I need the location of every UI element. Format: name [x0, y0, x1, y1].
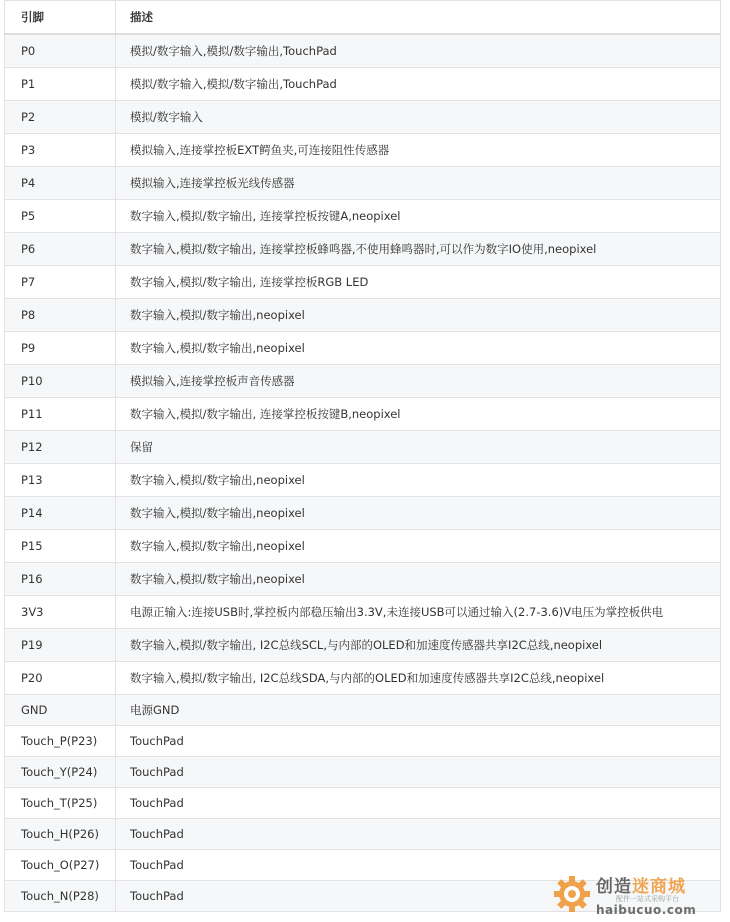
description-cell: 数字输入,模拟/数字输出,neopixel	[116, 331, 721, 364]
pin-cell: P14	[5, 496, 116, 529]
pin-cell: P13	[5, 463, 116, 496]
pin-cell: P12	[5, 430, 116, 463]
description-cell: 数字输入,模拟/数字输出, 连接掌控板蜂鸣器,不使用蜂鸣器时,可以作为数字IO使用,neopixel	[116, 232, 721, 265]
description-cell: 模拟/数字输入,模拟/数字输出,TouchPad	[116, 67, 721, 100]
table-row	[5, 265, 721, 298]
pin-cell: Touch_O(P27)	[5, 849, 116, 880]
pin-cell: Touch_T(P25)	[5, 787, 116, 818]
description-cell: TouchPad	[116, 787, 721, 818]
table-row	[5, 529, 721, 562]
table-row	[5, 595, 721, 628]
table-row	[5, 364, 721, 397]
description-cell: 数字输入,模拟/数字输出, 连接掌控板按键B,neopixel	[116, 397, 721, 430]
table-row	[5, 725, 721, 756]
table-row	[5, 463, 721, 496]
header-pin: 引脚	[5, 1, 116, 35]
table-row	[5, 67, 721, 100]
description-cell: TouchPad	[116, 756, 721, 787]
table-row	[5, 661, 721, 694]
gear-icon	[552, 874, 592, 914]
table-header-row	[5, 1, 721, 35]
table-row	[5, 397, 721, 430]
description-cell: 数字输入,模拟/数字输出, I2C总线SCL,与内部的OLED和加速度传感器共享I2C总线,neopixel	[116, 628, 721, 661]
pin-cell: Touch_P(P23)	[5, 725, 116, 756]
table-body	[5, 34, 721, 911]
table-row	[5, 787, 721, 818]
pin-cell: Touch_Y(P24)	[5, 756, 116, 787]
pin-cell: P3	[5, 133, 116, 166]
description-cell: 数字输入,模拟/数字输出, 连接掌控板按键A,neopixel	[116, 199, 721, 232]
description-cell: 数字输入,模拟/数字输出, I2C总线SDA,与内部的OLED和加速度传感器共享I2C总线,neopixel	[116, 661, 721, 694]
pin-cell: P15	[5, 529, 116, 562]
header-description: 描述	[116, 1, 721, 35]
pin-cell: P9	[5, 331, 116, 364]
watermark-title-part2: 迷商城	[632, 877, 686, 897]
table-row	[5, 199, 721, 232]
pin-cell: P10	[5, 364, 116, 397]
description-cell: 模拟输入,连接掌控板光线传感器	[116, 166, 721, 199]
table-row	[5, 694, 721, 725]
pin-cell: P20	[5, 661, 116, 694]
description-cell: 数字输入,模拟/数字输出,neopixel	[116, 496, 721, 529]
description-cell: 模拟/数字输入,模拟/数字输出,TouchPad	[116, 34, 721, 67]
pin-cell: P11	[5, 397, 116, 430]
description-cell: 模拟/数字输入	[116, 100, 721, 133]
pin-description-table	[4, 0, 721, 912]
pin-cell: P2	[5, 100, 116, 133]
pin-cell: P7	[5, 265, 116, 298]
table-row	[5, 496, 721, 529]
description-cell: 数字输入,模拟/数字输出,neopixel	[116, 463, 721, 496]
table-row	[5, 232, 721, 265]
table-row	[5, 818, 721, 849]
table-row	[5, 34, 721, 67]
pin-cell: P8	[5, 298, 116, 331]
pin-cell: P4	[5, 166, 116, 199]
description-cell: TouchPad	[116, 725, 721, 756]
watermark-subtitle: 配件一站式采购平台	[616, 895, 679, 903]
description-cell: TouchPad	[116, 818, 721, 849]
table-row	[5, 430, 721, 463]
pin-cell: P0	[5, 34, 116, 67]
description-cell: 电源GND	[116, 694, 721, 725]
table-header	[5, 1, 721, 35]
pin-cell: 3V3	[5, 595, 116, 628]
table-row	[5, 562, 721, 595]
description-cell: 保留	[116, 430, 721, 463]
watermark-logo	[552, 870, 722, 918]
pin-cell: P19	[5, 628, 116, 661]
pin-cell: Touch_H(P26)	[5, 818, 116, 849]
description-cell: 数字输入,模拟/数字输出, 连接掌控板RGB LED	[116, 265, 721, 298]
table-row	[5, 331, 721, 364]
description-cell: 模拟输入,连接掌控板EXT鳄鱼夹,可连接阻性传感器	[116, 133, 721, 166]
table-row	[5, 133, 721, 166]
description-cell: 数字输入,模拟/数字输出,neopixel	[116, 529, 721, 562]
table-row	[5, 166, 721, 199]
table-row	[5, 756, 721, 787]
pin-cell: P16	[5, 562, 116, 595]
description-cell: 模拟输入,连接掌控板声音传感器	[116, 364, 721, 397]
pin-cell: P6	[5, 232, 116, 265]
pin-cell: GND	[5, 694, 116, 725]
table-row	[5, 628, 721, 661]
description-cell: 数字输入,模拟/数字输出,neopixel	[116, 298, 721, 331]
table-row	[5, 100, 721, 133]
pin-cell: P5	[5, 199, 116, 232]
pin-cell: P1	[5, 67, 116, 100]
pin-cell: Touch_N(P28)	[5, 880, 116, 911]
table-row	[5, 298, 721, 331]
watermark-url: haibucuo.com	[596, 903, 697, 917]
watermark-title-part1: 创造	[596, 877, 632, 897]
description-cell: TouchPad	[116, 880, 721, 911]
description-cell: TouchPad	[116, 849, 721, 880]
description-cell: 电源正输入:连接USB时,掌控板内部稳压输出3.3V,未连接USB可以通过输入(2.7-3.6)V电压为掌控板供电	[116, 595, 721, 628]
description-cell: 数字输入,模拟/数字输出,neopixel	[116, 562, 721, 595]
